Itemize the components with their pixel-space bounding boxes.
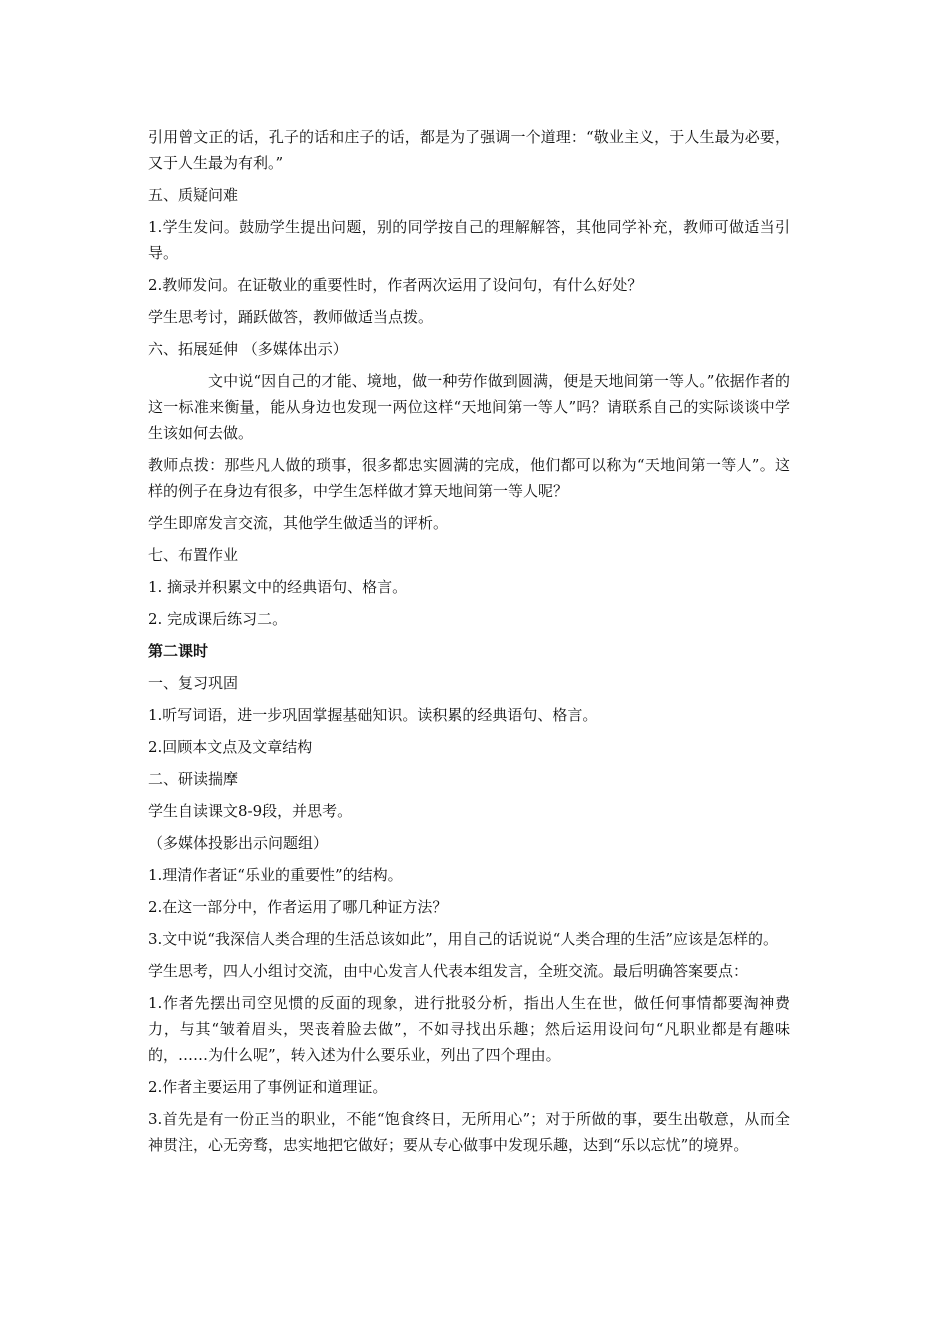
paragraph: 学生思考讨，踊跃做答，教师做适当点拨。 [148, 308, 434, 326]
paragraph: 1.学生发问。鼓励学生提出问题，别的同学按自己的理解解答，其他同学补充，教师可做适当引导。 [148, 218, 790, 262]
list-item: 2.作者主要运用了事例证和道理证。 [148, 1078, 388, 1096]
section-heading: 六、拓展延伸 （多媒体出示） [148, 340, 348, 358]
paragraph: 2.教师发问。在证敬业的重要性时，作者两次运用了设问句，有什么好处？ [148, 276, 643, 294]
paragraph: （多媒体投影出示问题组） [148, 834, 329, 852]
list-item: 2. 完成课后练习二。 [148, 610, 288, 628]
list-item: 3.文中说“我深信人类合理的生活总该如此”，用自己的话说说“人类合理的生活”应该是怎样的。 [148, 930, 778, 948]
lesson-title: 第二课时 [148, 642, 209, 660]
list-item: 2.在这一部分中，作者运用了哪几种证方法？ [148, 898, 448, 916]
list-item: 1.听写词语，进一步巩固掌握基础知识。读积累的经典语句、格言。 [148, 706, 598, 724]
paragraph: 学生即席发言交流，其他学生做适当的评析。 [148, 514, 449, 532]
paragraph: 学生思考，四人小组讨交流，由中心发言人代表本组发言，全班交流。最后明确答案要点： [148, 962, 749, 980]
section-heading: 一、复习巩固 [148, 674, 239, 692]
paragraph: 学生自读课文8-9段，并思考。 [148, 802, 353, 820]
paragraph: 教师点拨：那些凡人做的琐事，很多都忠实圆满的完成，他们都可以称为“天地间第一等人”。这样的例子在身边有很多，中学生怎样做才算天地间第一等人呢？ [148, 456, 790, 500]
list-item: 1.作者先摆出司空见惯的反面的现象，进行批驳分析，指出人生在世，做任何事情都要淘神费力，与其“皱着眉头，哭丧着脸去做”，不如寻找出乐趣；然后运用设问句“凡职业都是有趣味的，……为什么呢”，转入述为什么要乐业，列出了四个理由。 [148, 994, 790, 1064]
list-item: 2.回顾本文点及文章结构 [148, 738, 313, 756]
section-heading: 五、质疑问难 [148, 186, 239, 204]
section-heading: 二、研读揣摩 [148, 770, 239, 788]
paragraph: 文中说“因自己的才能、境地，做一种劳作做到圆满，便是天地间第一等人。”依据作者的这一标准来衡量，能从身边也发现一两位这样“天地间第一等人”吗？请联系自己的实际谈谈中学生该如何去做。 [148, 372, 790, 442]
document-page [148, 124, 790, 1164]
list-item: 1.理清作者证“乐业的重要性”的结构。 [148, 866, 403, 884]
paragraph: 引用曾文正的话，孔子的话和庄子的话，都是为了强调一个道理：“敬业主义，于人生最为必要，又于人生最为有利。” [148, 128, 790, 172]
list-item: 1. 摘录并积累文中的经典语句、格言。 [148, 578, 408, 596]
list-item: 3.首先是有一份正当的职业，不能“饱食终日，无所用心”；对于所做的事，要生出敬意，从而全神贯注，心无旁骛，忠实地把它做好；要从专心做事中发现乐趣，达到“乐以忘忧”的境界。 [148, 1110, 790, 1154]
section-heading: 七、布置作业 [148, 546, 239, 564]
